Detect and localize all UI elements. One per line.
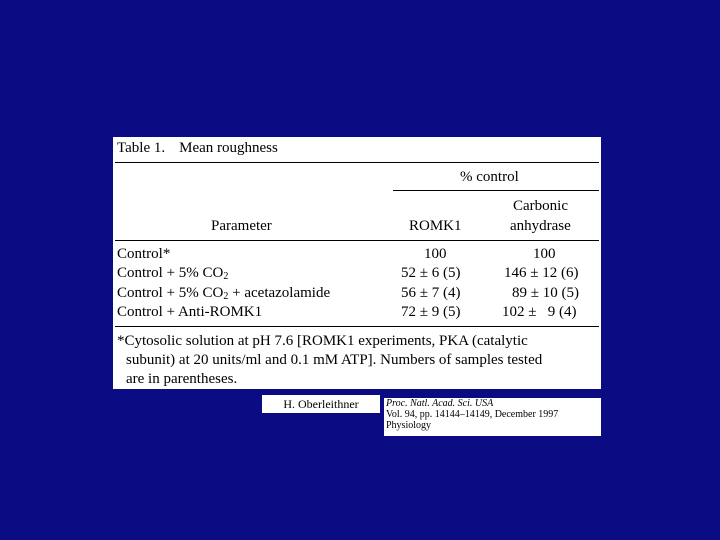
journal-citation <box>384 398 601 436</box>
row-parameter: Control* <box>117 246 171 262</box>
group-header: % control <box>460 169 519 185</box>
col-header-romk1: ROMK1 <box>409 218 462 234</box>
row-parameter: Control + 5% $CO_2$ <box>117 265 229 282</box>
footnote-line: are in parentheses. <box>126 371 238 387</box>
row-romk1-value: 52 ± 6 (5) <box>401 265 461 281</box>
table-footnote <box>117 332 601 389</box>
footnote-line: *Cytosolic solution at pH 7.6 [ROMK1 experiments, PKA (catalytic <box>117 333 528 349</box>
table-caption-title: Mean roughness <box>179 140 278 156</box>
footnote-line: subunit) at 20 units/ml and 0.1 mM ATP]. Numbers of samples tested <box>126 352 543 368</box>
row-ca-value: 102 ± 9 (4) <box>502 304 577 320</box>
top-rule <box>115 162 599 163</box>
col-header-parameter: Parameter <box>211 218 272 234</box>
author-label: H. Oberleithner <box>262 395 380 413</box>
row-parameter: Control + Anti-ROMK1 <box>117 304 263 320</box>
journal-section: Physiology <box>386 420 432 431</box>
table-caption-label: Table 1. <box>117 140 166 156</box>
group-rule <box>393 190 599 191</box>
row-ca-value: 100 <box>533 246 556 262</box>
table-caption <box>117 140 278 157</box>
row-romk1-value: 56 ± 7 (4) <box>401 285 461 301</box>
row-romk1-value: 100 <box>424 246 447 262</box>
bottom-rule <box>115 326 599 327</box>
row-romk1-value: 72 ± 9 (5) <box>401 304 461 320</box>
row-ca-value: 89 ± 10 (5) <box>512 285 579 301</box>
header-rule <box>115 240 599 241</box>
col-header-ca-line1: Carbonic <box>513 198 568 214</box>
table-card <box>113 137 601 389</box>
journal-volume: Vol. 94, pp. 14144–14149, December 1997 <box>386 409 559 420</box>
row-ca-value: 146 ± 12 (6) <box>504 265 579 281</box>
journal-name: Proc. Natl. Acad. Sci. USA <box>386 398 494 409</box>
row-parameter: Control + 5% $CO_2$ + acetazolamide <box>117 285 331 302</box>
col-header-ca-line2: anhydrase <box>510 218 571 234</box>
